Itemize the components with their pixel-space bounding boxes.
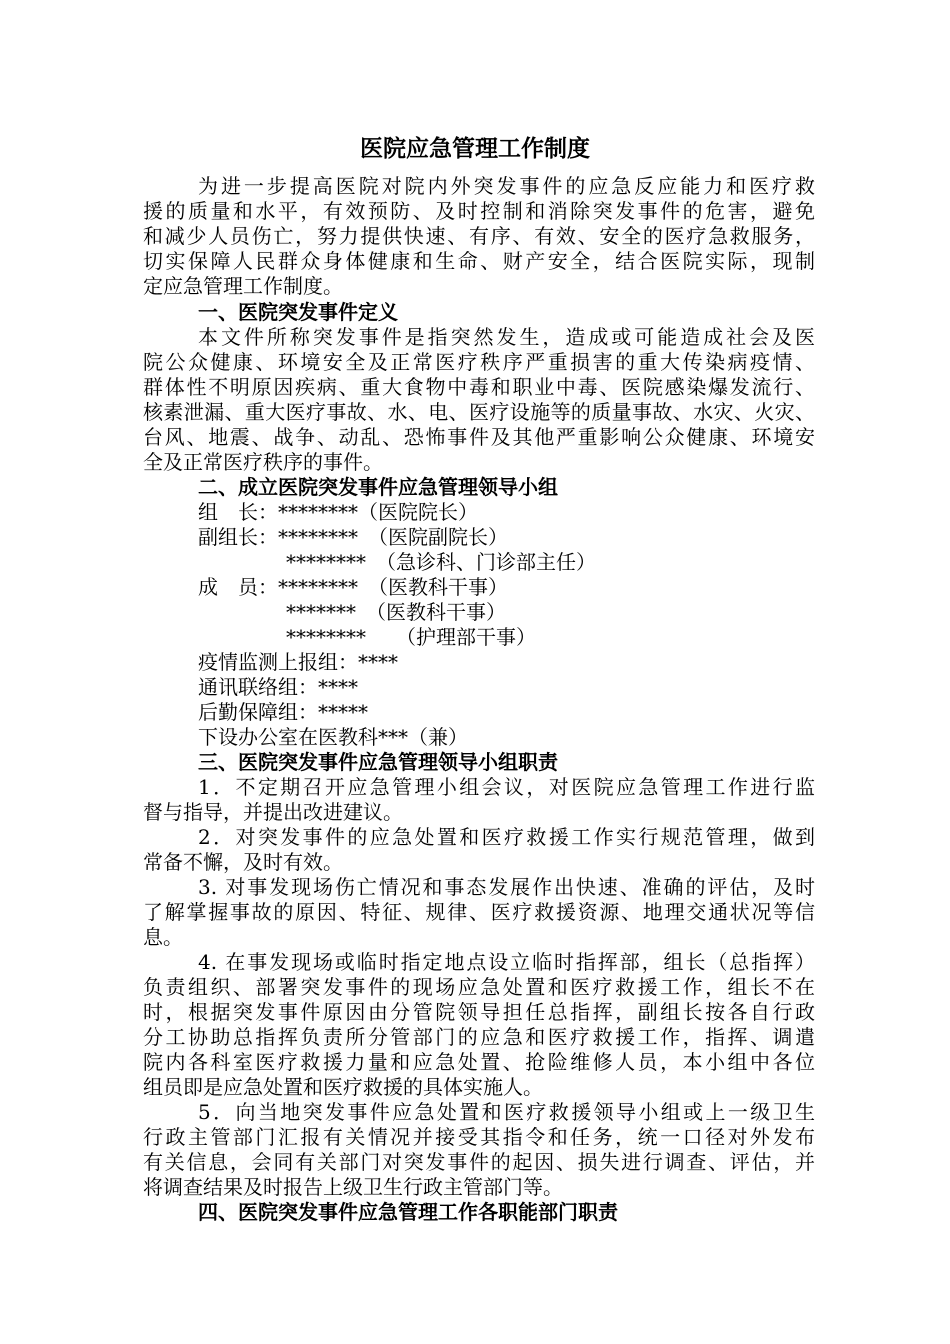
intro-line: 和减少人员伤亡，努力提供快速、有序、有效、安全的医疗急救服务， <box>143 224 815 248</box>
intro-line: 为进一步提高医院对院内外突发事件的应急反应能力和医疗救 <box>198 174 815 198</box>
intro-line: 切实保障人民群众身体健康和生命、财产安全，结合医院实际，现制 <box>143 249 815 273</box>
subgroup-line: 通讯联络组：**** <box>198 675 358 699</box>
duty-line: 4. 在事发现场或临时指定地点设立临时指挥部，组长（总指挥） <box>198 950 815 974</box>
duty-line: 时，根据突发事件原因由分管院领导担任总指挥，副组长按各自行政 <box>143 1000 815 1024</box>
section-3-paragraph <box>143 775 815 1200</box>
duty-line: 息。 <box>143 925 183 949</box>
duty-line: 有关信息，会同有关部门对突发事件的起因、损失进行调查、评估，并 <box>143 1150 815 1174</box>
section-1-line: 群体性不明原因疾病、重大食物中毒和职业中毒、医院感染爆发流行、 <box>143 375 815 399</box>
section-1-paragraph <box>143 325 815 475</box>
duty-line: 督与指导，并提出改进建议。 <box>143 800 403 824</box>
duty-line: 2．对突发事件的应急处置和医疗救援工作实行规范管理，做到 <box>198 825 815 849</box>
duty-line: 3. 对事发现场伤亡情况和事态发展作出快速、准确的评估，及时 <box>198 875 815 899</box>
intro-line: 援的质量和水平，有效预防、及时控制和消除突发事件的危害，避免 <box>143 199 815 223</box>
duty-line: 分工协助总指挥负责所分管部门的应急和医疗救援工作，指挥、调遣 <box>143 1025 815 1049</box>
duty-line: 常备不懈，及时有效。 <box>143 850 343 874</box>
leader-line: 组 长：********（医院院长） <box>198 500 478 524</box>
subgroup-line: 疫情监测上报组：**** <box>198 650 398 674</box>
section-1-line: 台风、地震、战争、动乱、恐怖事件及其他严重影响公众健康、环境安 <box>143 425 815 449</box>
office-line: 下设办公室在医教科***（兼） <box>198 725 468 749</box>
duty-line: 组员即是应急处置和医疗救援的具体实施人。 <box>143 1075 543 1099</box>
section-1-line: 院公众健康、环境安全及正常医疗秩序严重损害的重大传染病疫情、 <box>143 350 815 374</box>
member-line: ******* （医教科干事） <box>286 600 506 624</box>
duty-line: 将调查结果及时报告上级卫生行政主管部门等。 <box>143 1175 563 1199</box>
intro-paragraph <box>143 174 815 299</box>
document-title: 医院应急管理工作制度 <box>360 135 590 162</box>
section-1-heading: 一、医院突发事件定义 <box>198 300 398 324</box>
duty-line: 院内各科室医疗救援力量和应急处置、抢险维修人员，本小组中各位 <box>143 1050 815 1074</box>
deputy-leader-line: 副组长：******** （医院副院长） <box>198 525 508 549</box>
section-1-line: 核素泄漏、重大医疗事故、水、电、医疗设施等的质量事故、水灾、火灾、 <box>143 400 815 424</box>
subgroup-line: 后勤保障组：***** <box>198 700 368 724</box>
duty-line: 了解掌握事故的原因、特征、规律、医疗救援资源、地理交通状况等信 <box>143 900 815 924</box>
section-2-heading: 二、成立医院突发事件应急管理领导小组 <box>198 475 558 499</box>
deputy-leader-line: ******** （急诊科、门诊部主任） <box>286 550 596 574</box>
section-4-heading: 四、医院突发事件应急管理工作各职能部门职责 <box>198 1200 618 1224</box>
member-line: ******** （护理部干事） <box>286 625 536 649</box>
section-3-heading: 三、医院突发事件应急管理领导小组职责 <box>198 750 558 774</box>
member-line: 成 员：******** （医教科干事） <box>198 575 508 599</box>
duty-line: 1．不定期召开应急管理小组会议，对医院应急管理工作进行监 <box>198 775 815 799</box>
duty-line: 负责组织、部署突发事件的现场应急处置和医疗救援工作，组长不在 <box>143 975 815 999</box>
section-1-line: 本文件所称突发事件是指突然发生，造成或可能造成社会及医 <box>198 325 815 349</box>
duty-line: 5．向当地突发事件应急处置和医疗救援领导小组或上一级卫生 <box>198 1100 815 1124</box>
intro-line: 定应急管理工作制度。 <box>143 274 343 298</box>
section-1-line: 全及正常医疗秩序的事件。 <box>143 450 383 474</box>
duty-line: 行政主管部门汇报有关情况并接受其指令和任务，统一口径对外发布 <box>143 1125 815 1149</box>
